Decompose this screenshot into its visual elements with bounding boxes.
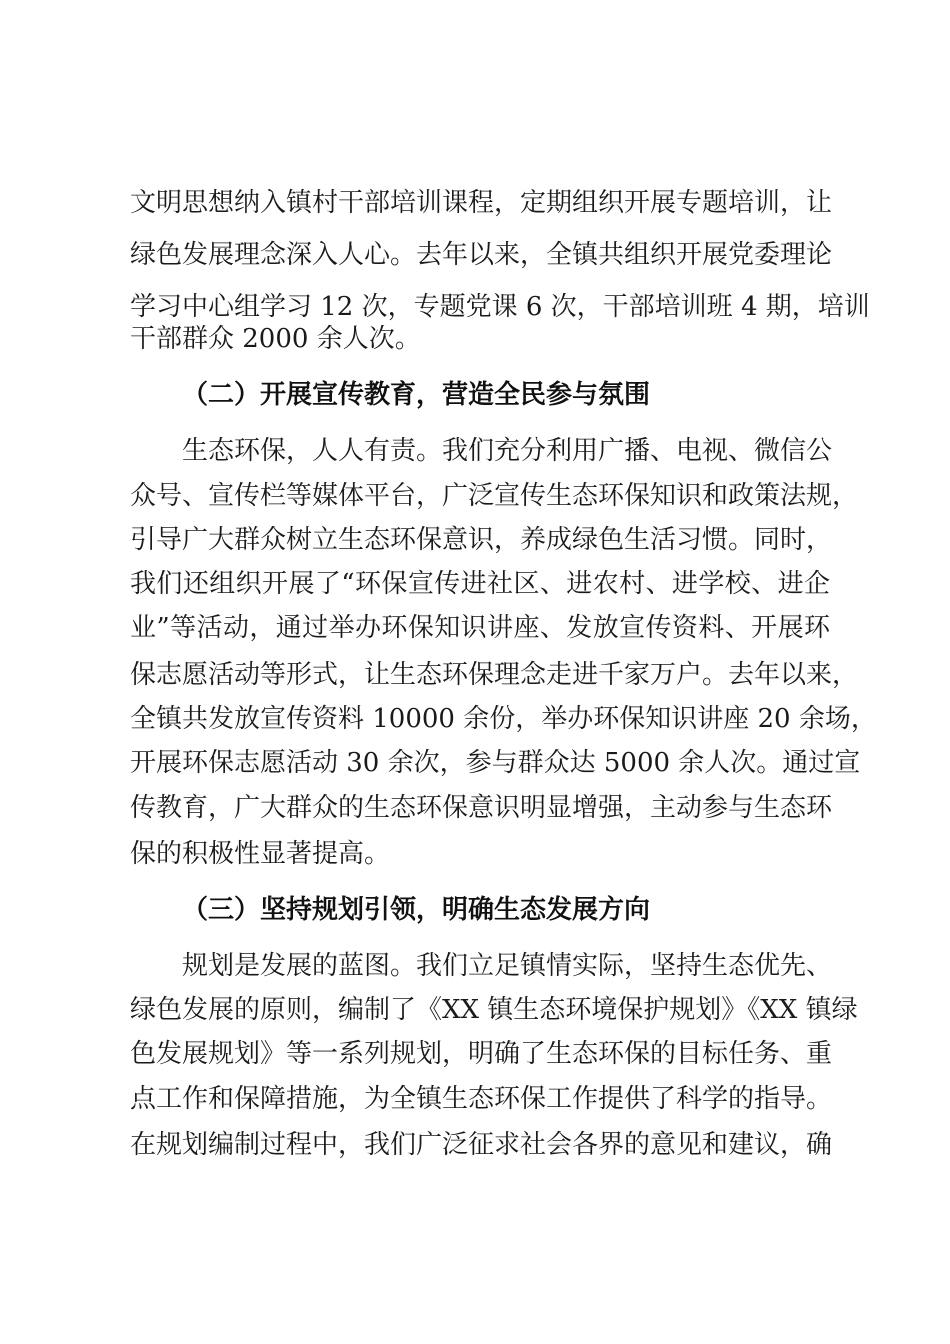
paragraph-2-line-2: 众号、宣传栏等媒体平台，广泛宣传生态环保知识和政策法规， [130, 481, 859, 511]
paragraph-2-line-5: 业”等活动，通过举办环保知识讲座、发放宣传资料、开展环 [130, 613, 830, 643]
paragraph-2-line-4: 我们还组织开展了“环保宣传进社区、进农村、进学校、进企 [130, 569, 830, 599]
paragraph-1-line-2: 绿色发展理念深入人心。去年以来，全镇共组织开展党委理论 [130, 240, 833, 270]
section-heading-2: （二）开展宣传教育，营造全民参与氛围 [182, 380, 651, 410]
paragraph-1-line-3: 学习中心组学习 12 次，专题党课 6 次，干部培训班 4 期，培训 [130, 292, 870, 322]
paragraph-2-line-7: 全镇共发放宣传资料 10000 余份，举办环保知识讲座 20 余场， [130, 704, 877, 734]
paragraph-1-line-4: 干部群众 2000 余人次。 [130, 324, 421, 354]
paragraph-2-line-10: 保的积极性显著提高。 [130, 839, 391, 869]
paragraph-3-line-1: 规划是发展的蓝图。我们立足镇情实际，坚持生态优先、 [182, 951, 833, 981]
section-heading-3: （三）坚持规划引领，明确生态发展方向 [182, 895, 651, 925]
paragraph-2-line-6: 保志愿活动等形式，让生态环保理念走进千家万户。去年以来， [130, 660, 859, 690]
paragraph-1-line-1: 文明思想纳入镇村干部培训课程，定期组织开展专题培训，让 [130, 188, 833, 218]
paragraph-3-line-4: 点工作和保障措施，为全镇生态环保工作提供了科学的指导。 [130, 1084, 833, 1114]
paragraph-3-line-2: 绿色发展的原则，编制了《XX 镇生态环境保护规划》《XX 镇绿 [130, 995, 858, 1025]
paragraph-2-line-8: 开展环保志愿活动 30 余次，参与群众达 5000 余人次。通过宣 [130, 748, 861, 778]
paragraph-2-line-9: 传教育，广大群众的生态环保意识明显增强，主动参与生态环 [130, 793, 833, 823]
paragraph-3-line-3: 色发展规划》等一系列规划，明确了生态环保的目标任务、重 [130, 1039, 833, 1069]
paragraph-2-line-1: 生态环保，人人有责。我们充分利用广播、电视、微信公 [182, 436, 833, 466]
paragraph-2-line-3: 引导广大群众树立生态环保意识，养成绿色生活习惯。同时， [130, 525, 833, 555]
paragraph-3-line-5: 在规划编制过程中，我们广泛征求社会各界的意见和建议，确 [130, 1130, 833, 1160]
